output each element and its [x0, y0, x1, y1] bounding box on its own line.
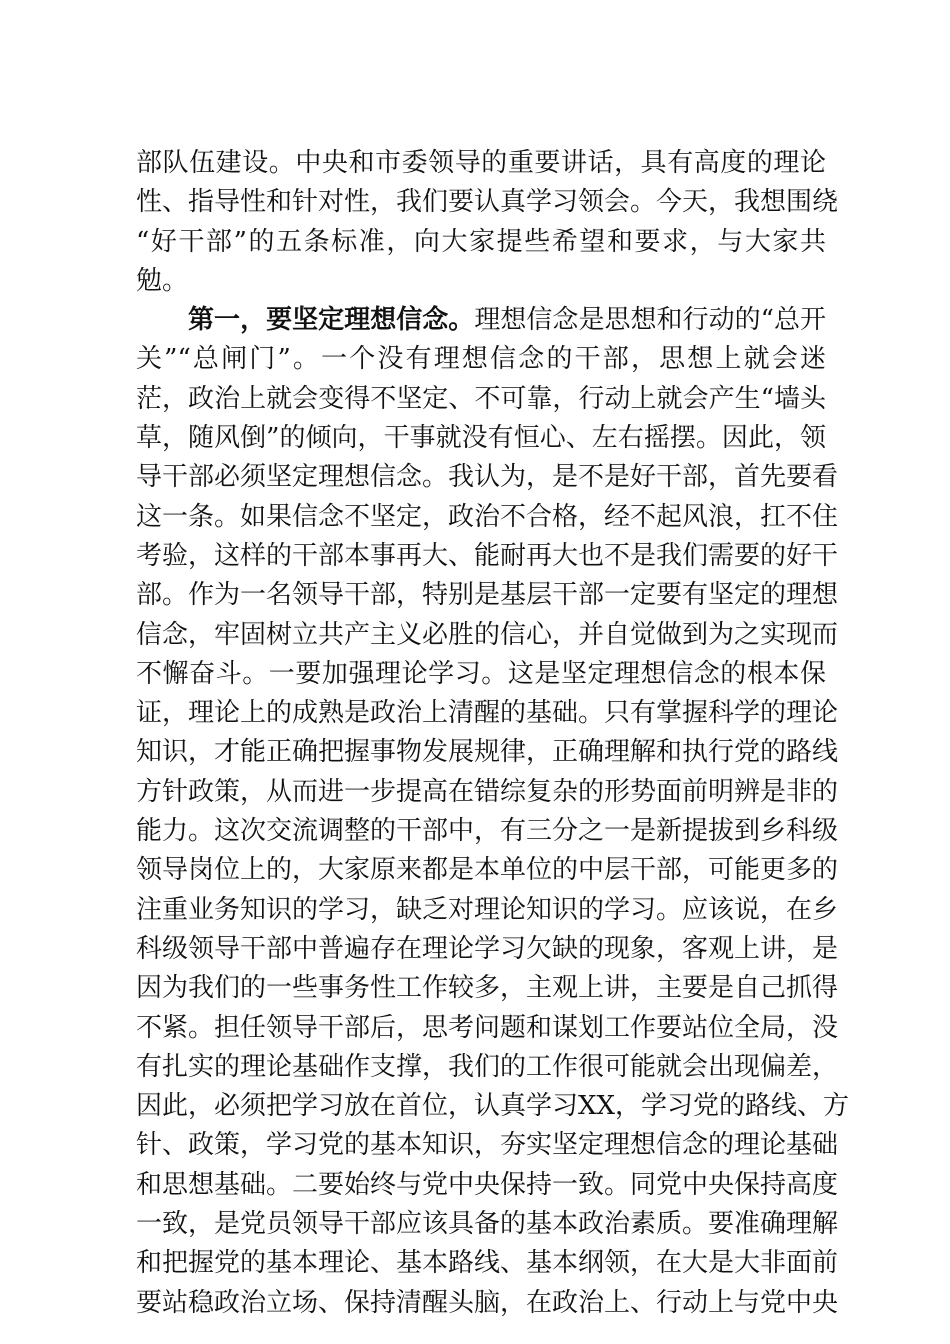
text-line: 勉。: [136, 265, 189, 296]
text-line: 不懈奋斗。一要加强理论学习。这是坚定理想信念的根本保: [136, 658, 826, 689]
text-line: 关”“总闸门”。一个没有理想信念的干部，思想上就会迷: [136, 344, 826, 375]
text-line: 信念，牢固树立共产主义必胜的信心，并自觉做到为之实现而: [136, 619, 839, 650]
text-line: 因为我们的一些事务性工作较多，主观上讲，主要是自己抓得: [136, 973, 839, 1004]
paragraph-ideals-and-convictions: [136, 301, 850, 1323]
text-line: 因此，必须把学习放在首位，认真学习XX，学习党的路线、方: [136, 1091, 850, 1122]
text-line: 和把握党的基本理论、基本路线、基本纲领，在大是大非面前: [136, 1248, 839, 1279]
paragraph-intro: [136, 144, 839, 301]
text-line: 部。作为一名领导干部，特别是基层干部一定要有坚定的理想: [136, 580, 839, 611]
section-heading: 第一，要坚定理想信念。: [188, 305, 475, 336]
text-line: 茫，政治上就会变得不坚定、不可靠，行动上就会产生“墙头: [136, 383, 826, 414]
text-line: 草，随风倒”的倾向，干事就没有恒心、左右摇摆。因此，领: [136, 423, 826, 454]
text-line: “好干部”的五条标准，向大家提些希望和要求，与大家共: [136, 226, 826, 257]
text-line: 一致，是党员领导干部应该具备的基本政治素质。要准确理解: [136, 1209, 839, 1240]
document-body: [136, 144, 850, 1323]
text-line: 科级领导干部中普遍存在理论学习欠缺的现象，客观上讲，是: [136, 933, 839, 964]
text-line: 方针政策，从而进一步提高在错综复杂的形势面前明辨是非的: [136, 776, 839, 807]
text-line: 这一条。如果信念不坚定，政治不合格，经不起风浪，扛不住: [136, 501, 839, 532]
text-line: 要站稳政治立场、保持清醒头脑，在政治上、行动上与党中央: [136, 1287, 839, 1318]
text-line: 知识，才能正确把握事物发展规律，正确理解和执行党的路线: [136, 737, 839, 768]
text-line: 能力。这次交流调整的干部中，有三分之一是新提拔到乡科级: [136, 816, 839, 847]
text-line: 领导岗位上的，大家原来都是本单位的中层干部，可能更多的: [136, 855, 839, 886]
text-line: 有扎实的理论基础作支撑，我们的工作很可能就会出现偏差，: [136, 1051, 839, 1082]
text-line: 不紧。担任领导干部后，思考问题和谋划工作要站位全局，没: [136, 1012, 839, 1043]
text-run: 理想信念是思想和行动的“总开: [474, 305, 826, 336]
text-line: 和思想基础。二要始终与党中央保持一致。同党中央保持高度: [136, 1169, 839, 1200]
paragraph-first-line: [136, 301, 826, 340]
text-line: 注重业务知识的学习，缺乏对理论知识的学习。应该说，在乡: [136, 894, 839, 925]
text-line: 针、政策，学习党的基本知识，夯实坚定理想信念的理论基础: [136, 1130, 839, 1161]
text-line: 考验，这样的干部本事再大、能耐再大也不是我们需要的好干: [136, 540, 839, 571]
text-line: 导干部必须坚定理想信念。我认为，是不是好干部，首先要看: [136, 462, 839, 493]
text-line: 部队伍建设。中央和市委领导的重要讲话，具有高度的理论: [136, 148, 826, 178]
text-line: 证，理论上的成熟是政治上清醒的基础。只有掌握科学的理论: [136, 698, 839, 729]
text-line: 性、指导性和针对性，我们要认真学习领会。今天，我想围绕: [136, 187, 839, 218]
